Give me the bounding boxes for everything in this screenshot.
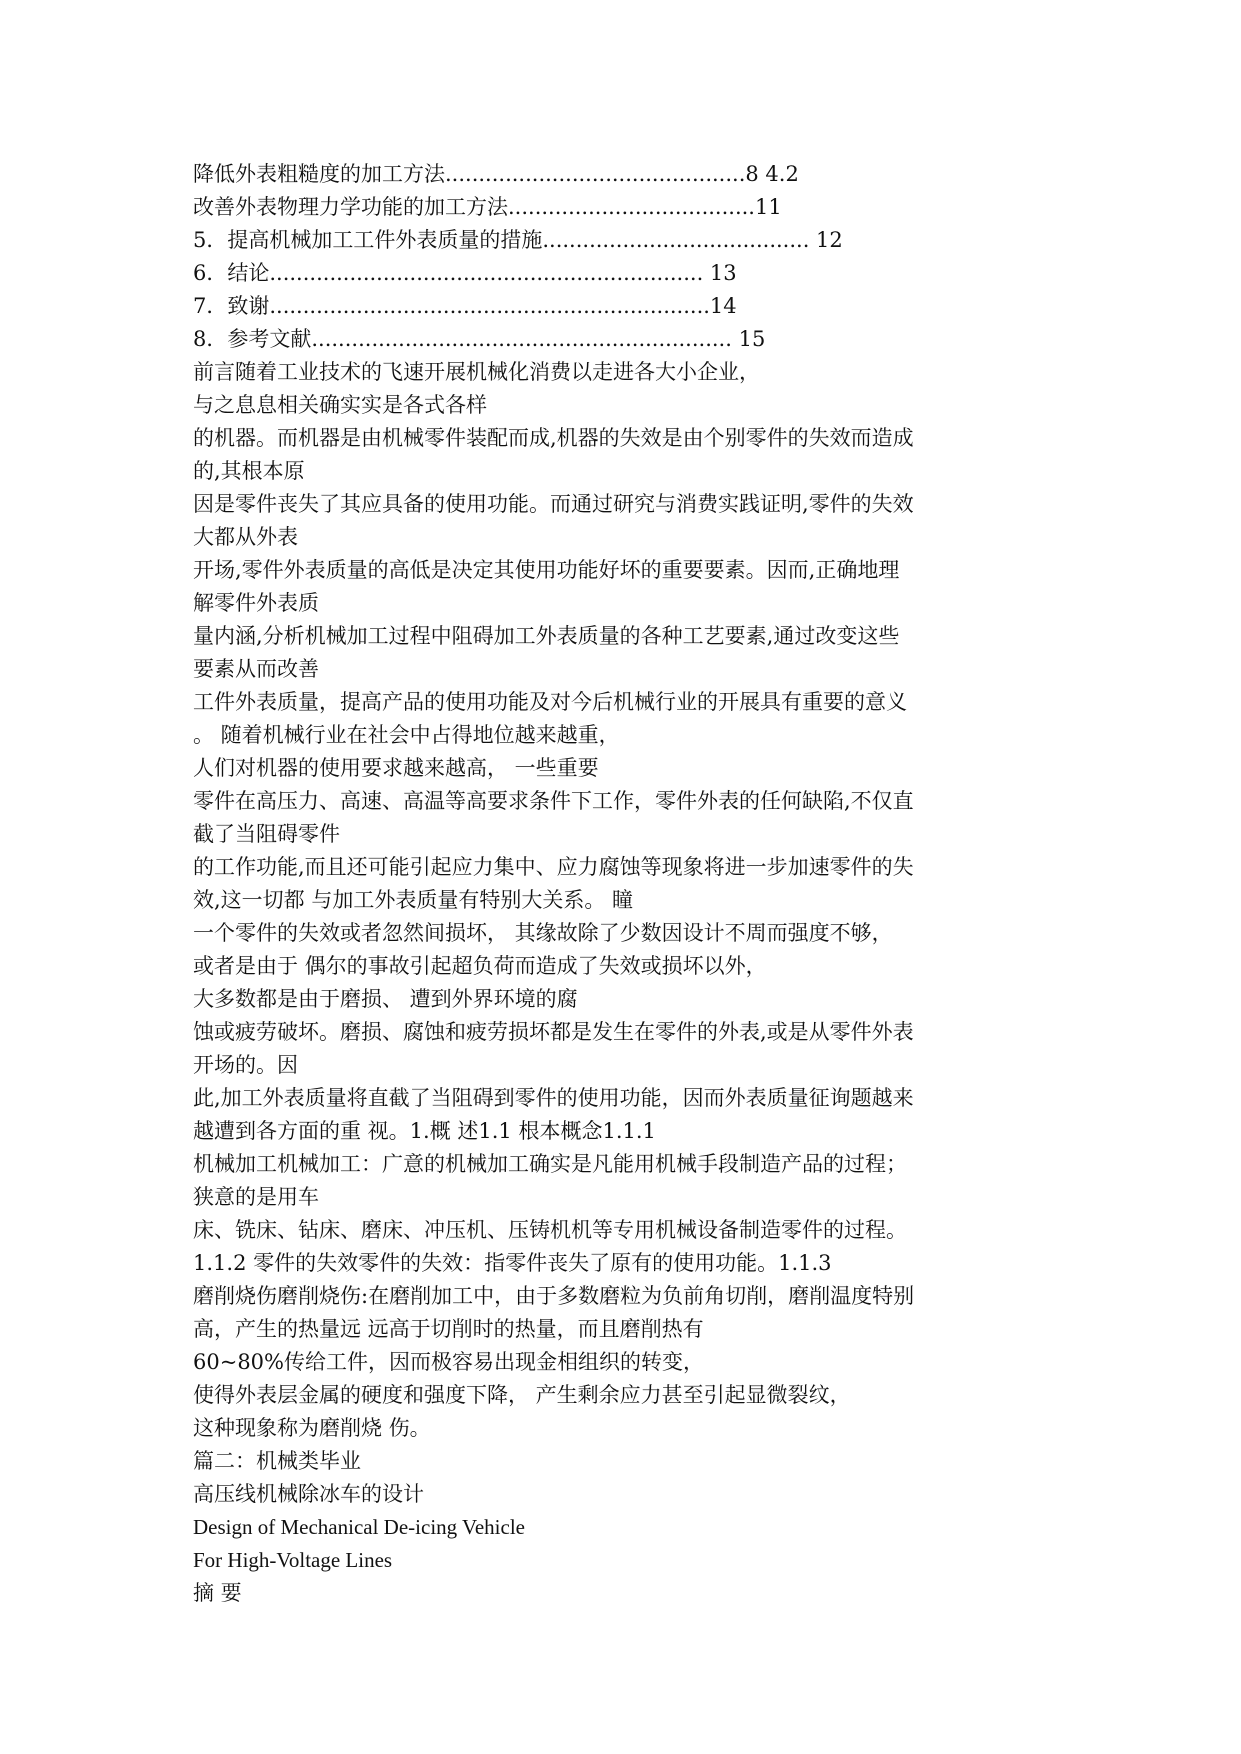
text-line: 工件外表质量，提高产品的使用功能及对今后机械行业的开展具有重要的意义 (193, 690, 907, 714)
text-line: 狭意的是用车 (193, 1185, 319, 1209)
text-line: 。 随着机械行业在社会中占得地位越来越重， (193, 723, 620, 747)
text-line: 磨削烧伤磨削烧伤:在磨削加工中，由于多数磨粒为负前角切削，磨削温度特别 (193, 1284, 915, 1308)
thesis-title-en: Design of Mechanical De-icing Vehicle (193, 1515, 525, 1539)
text-line: 或者是由于 偶尔的事故引起超负荷而造成了失效或损坏以外， (193, 954, 767, 978)
text-line: 此,加工外表质量将直截了当阻碍到零件的使用功能，因而外表质量征询题越来 (193, 1086, 914, 1110)
text-line: 的机器。而机器是由机械零件装配而成,机器的失效是由个别零件的失效而造成 (193, 426, 914, 450)
text-line: 床、铣床、钻床、磨床、冲压机、压铸机机等专用机械设备制造零件的过程。 (193, 1218, 907, 1242)
text-line: 的工作功能,而且还可能引起应力集中、应力腐蚀等现象将进一步加速零件的失 (193, 855, 914, 879)
section-heading: 篇二：机械类毕业 (193, 1449, 361, 1473)
text-line: 使得外表层金属的硬度和强度下降， 产生剩余应力甚至引起显微裂纹， (193, 1383, 851, 1407)
text-line: 解零件外表质 (193, 591, 319, 615)
text-line: 的,其根本原 (193, 459, 305, 483)
text-line: 越遭到各方面的重 视。1.概 述1.1 根本概念1.1.1 (193, 1119, 656, 1143)
text-line: 前言随着工业技术的飞速开展机械化消费以走进各大小企业， (193, 360, 760, 384)
text-line: 机械加工机械加工：广意的机械加工确实是凡能用机械手段制造产品的过程； (193, 1152, 907, 1176)
toc-line: 6．结论................................................................. 13 (193, 261, 737, 285)
toc-line: 5．提高机械加工工件外表质量的措施........................................ 12 (193, 228, 843, 252)
text-line: 大多数都是由于磨损、 遭到外界环境的腐 (193, 987, 578, 1011)
thesis-title-en: For High-Voltage Lines (193, 1548, 393, 1572)
text-line: 量内涵,分析机械加工过程中阻碍加工外表质量的各种工艺要素,通过改变这些 (193, 624, 900, 648)
text-line: 因是零件丧失了其应具备的使用功能。而通过研究与消费实践证明,零件的失效 (193, 492, 914, 516)
toc-line: 改善外表物理力学功能的加工方法.....................................11 (193, 195, 782, 219)
text-line: 一个零件的失效或者忽然间损坏， 其缘故除了少数因设计不周而强度不够， (193, 921, 893, 945)
toc-line: 降低外表粗糙度的加工方法.............................................8 4.2 (193, 162, 799, 186)
text-line: 要素从而改善 (193, 657, 319, 681)
text-line: 效,这一切都 与加工外表质量有特别大关系。 瞳 (193, 888, 634, 912)
text-line: 高，产生的热量远 远高于切削时的热量，而且磨削热有 (193, 1317, 704, 1341)
text-line: 开场的。因 (193, 1053, 298, 1077)
text-line: 60~80%传给工件，因而极容易出现金相组织的转变， (193, 1350, 704, 1374)
text-line: 1.1.2 零件的失效零件的失效：指零件丧失了原有的使用功能。1.1.3 (193, 1251, 832, 1275)
abstract-heading: 摘 要 (193, 1581, 242, 1605)
text-line: 大都从外表 (193, 525, 298, 549)
text-line: 这种现象称为磨削烧 伤。 (193, 1416, 431, 1440)
toc-line: 7．致谢..................................................................14 (193, 294, 737, 318)
text-line: 人们对机器的使用要求越来越高， 一些重要 (193, 756, 599, 780)
text-line: 蚀或疲劳破坏。磨损、腐蚀和疲劳损坏都是发生在零件的外表,或是从零件外表 (193, 1020, 914, 1044)
toc-line: 8．参考文献............................................................... 15 (193, 327, 766, 351)
thesis-title-cn: 高压线机械除冰车的设计 (193, 1482, 424, 1506)
text-line: 零件在高压力、高速、高温等高要求条件下工作，零件外表的任何缺陷,不仅直 (193, 789, 914, 813)
document-body (193, 158, 1063, 1610)
text-line: 开场,零件外表质量的高低是决定其使用功能好坏的重要要素。因而,正确地理 (193, 558, 900, 582)
text-line: 与之息息相关确实实是各式各样 (193, 393, 487, 417)
text-line: 截了当阻碍零件 (193, 822, 340, 846)
